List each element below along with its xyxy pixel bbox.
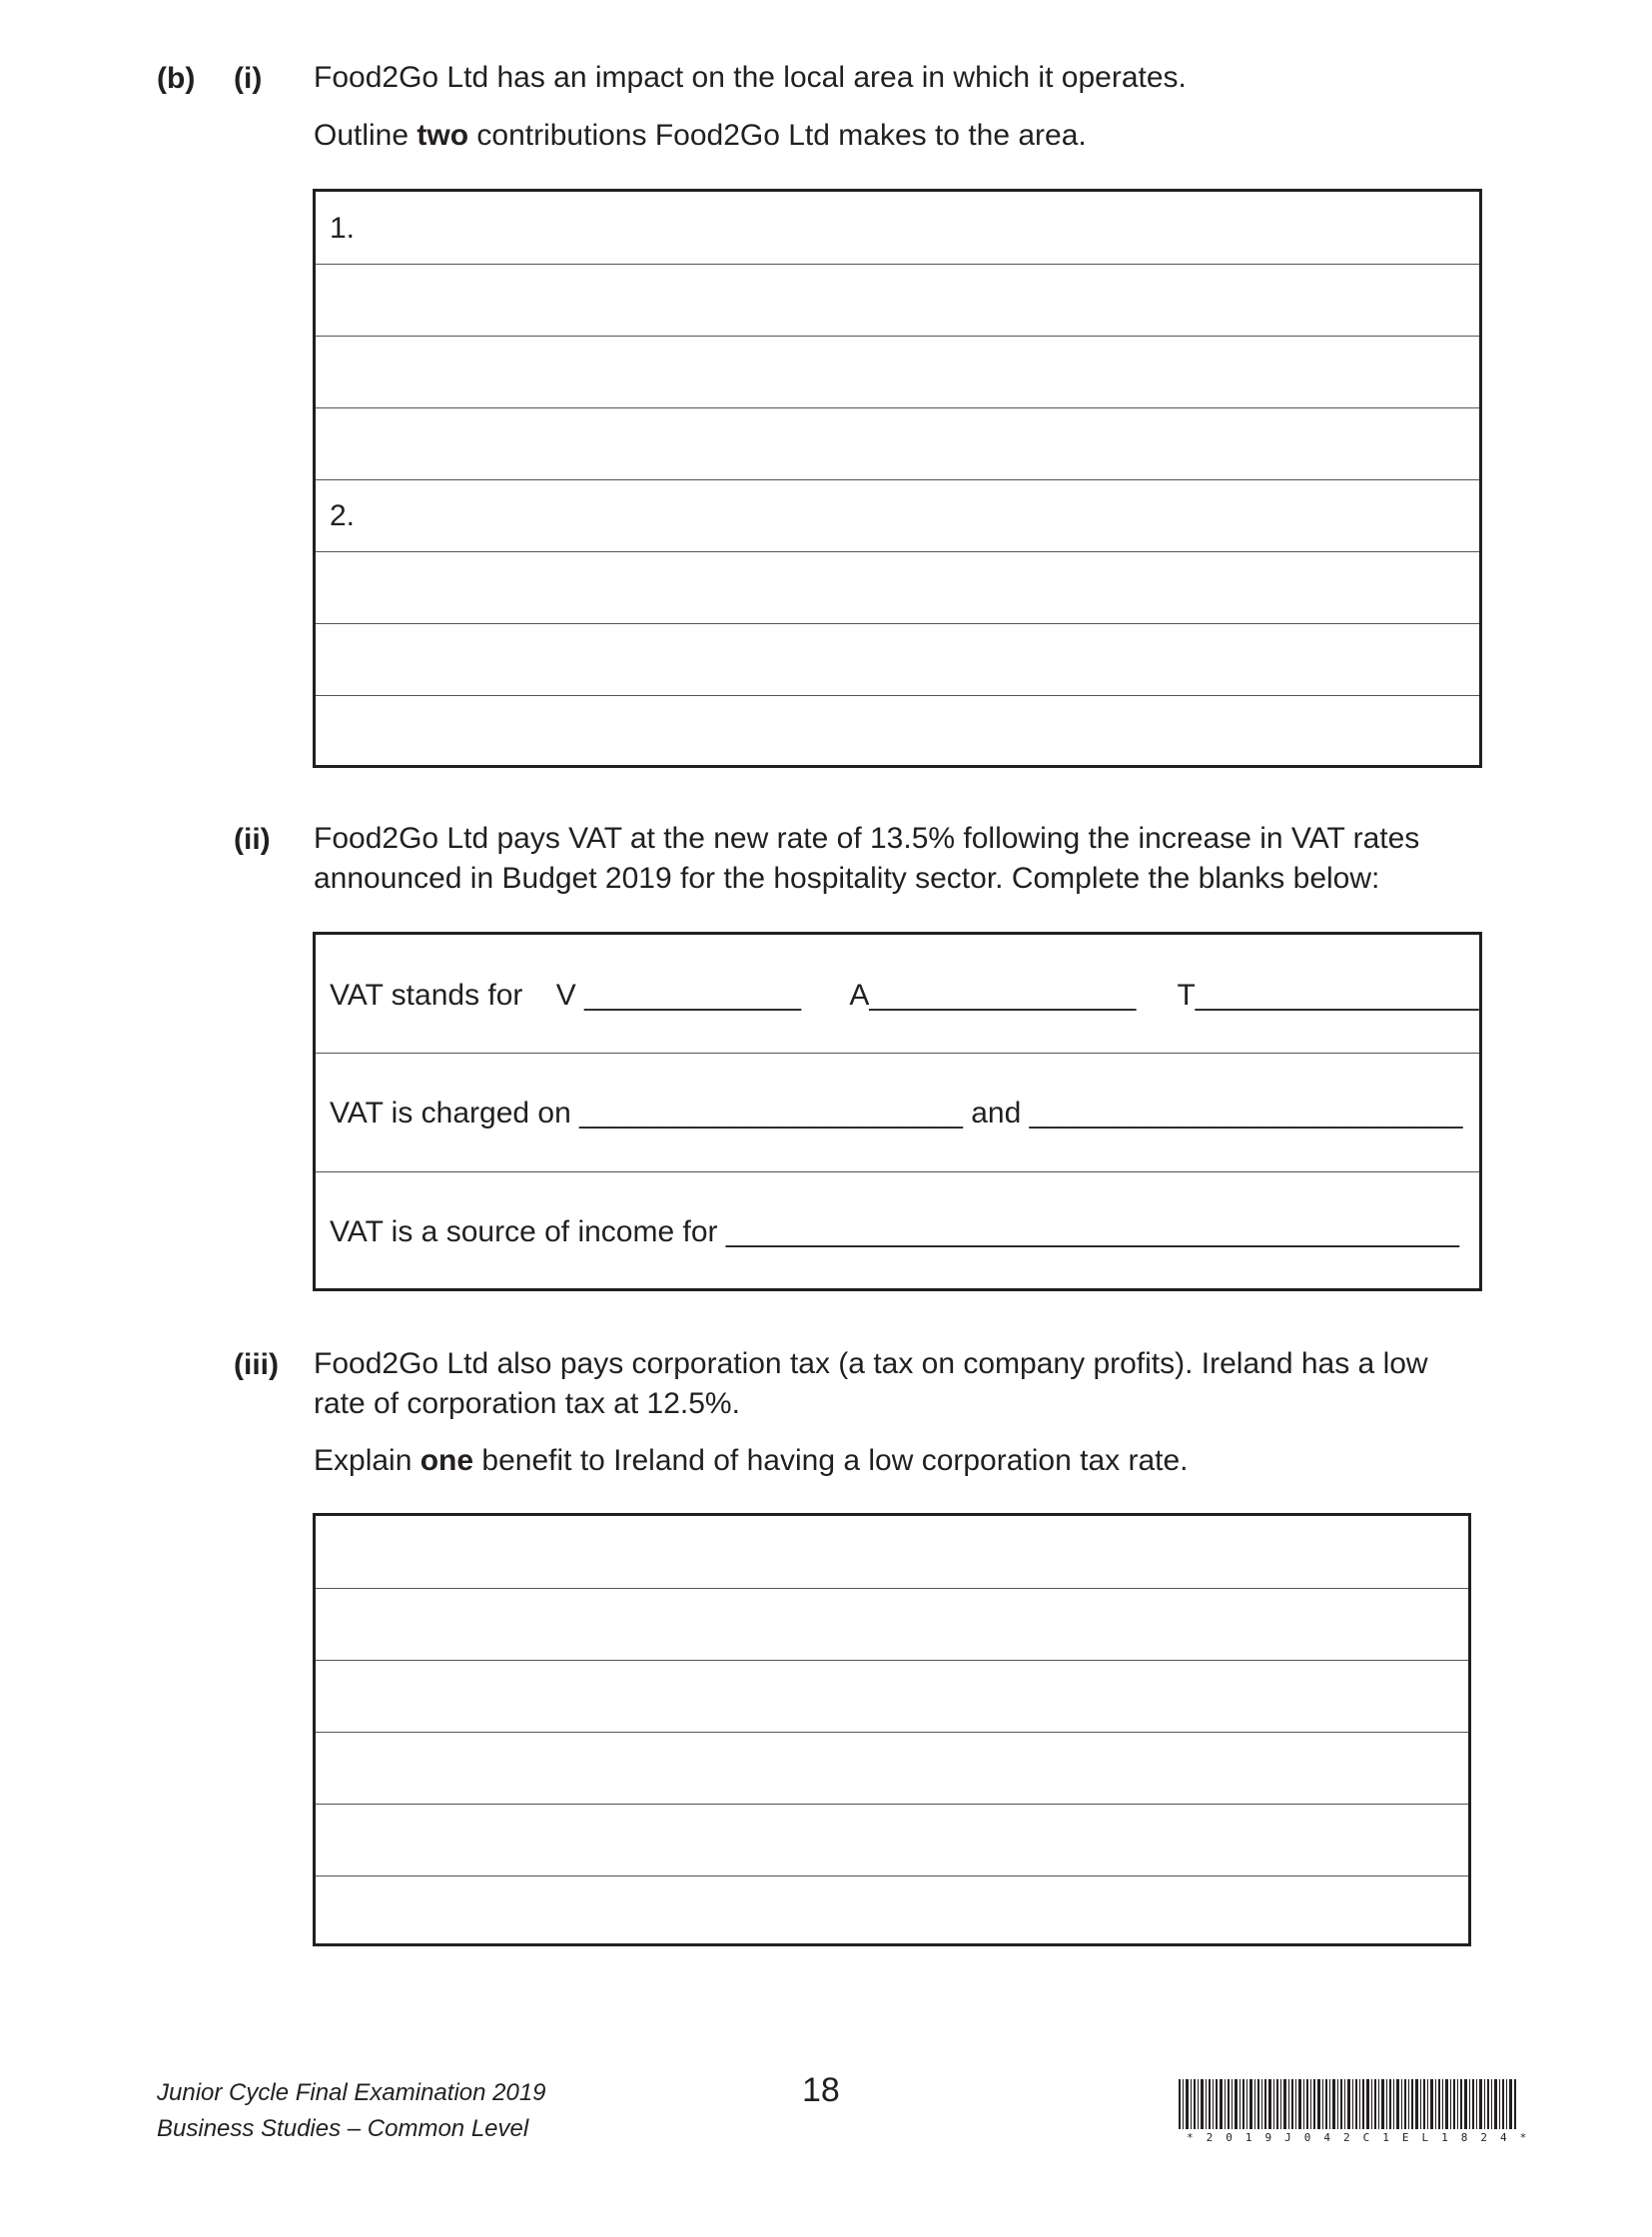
- question-iii-text-line2: rate of corporation tax at 12.5%.: [314, 1387, 740, 1420]
- question-label-i: (i): [234, 62, 263, 95]
- answer-number-2: 2.: [330, 499, 356, 532]
- question-i-text-line1: Food2Go Ltd has an impact on the local area in which it operates.: [314, 61, 1187, 94]
- footer-exam-title: Junior Cycle Final Examination 2019: [157, 2079, 546, 2106]
- vat-charged-on-row: VAT is charged on _______________________ and __________________________: [330, 1097, 1463, 1129]
- question-label-ii: (ii): [234, 823, 271, 856]
- part-label-b: (b): [157, 62, 196, 95]
- vat-income-source-row: VAT is a source of income for ____________________________________________: [330, 1215, 1459, 1248]
- answer-number-1: 1.: [330, 212, 356, 245]
- vat-stands-for-row: VAT stands for V _____________ A________________ T_________________: [330, 979, 1479, 1012]
- question-ii-text-line1: Food2Go Ltd pays VAT at the new rate of 13.5% following the increase in VAT rates: [314, 822, 1420, 855]
- question-iii-text-line1: Food2Go Ltd also pays corporation tax (a tax on company profits). Ireland has a low: [314, 1347, 1428, 1380]
- question-ii-text-line2: announced in Budget 2019 for the hospitality sector. Complete the blanks below:: [314, 862, 1380, 895]
- question-i-text-line2: Outline two contributions Food2Go Ltd makes to the area.: [314, 119, 1087, 152]
- barcode-text: *2019J042C1EL1824*: [1187, 2131, 1540, 2144]
- vat-blanks-box[interactable]: [313, 932, 1482, 1291]
- barcode: [1179, 2079, 1540, 2151]
- question-label-iii: (iii): [234, 1348, 279, 1381]
- answer-box-i[interactable]: [313, 189, 1482, 768]
- answer-box-iii[interactable]: [313, 1513, 1471, 1946]
- question-iii-text-line3: Explain one benefit to Ireland of having a low corporation tax rate.: [314, 1444, 1189, 1477]
- footer-subject: Business Studies – Common Level: [157, 2115, 529, 2142]
- page-number: 18: [802, 2071, 840, 2109]
- barcode-icon: [1179, 2079, 1518, 2129]
